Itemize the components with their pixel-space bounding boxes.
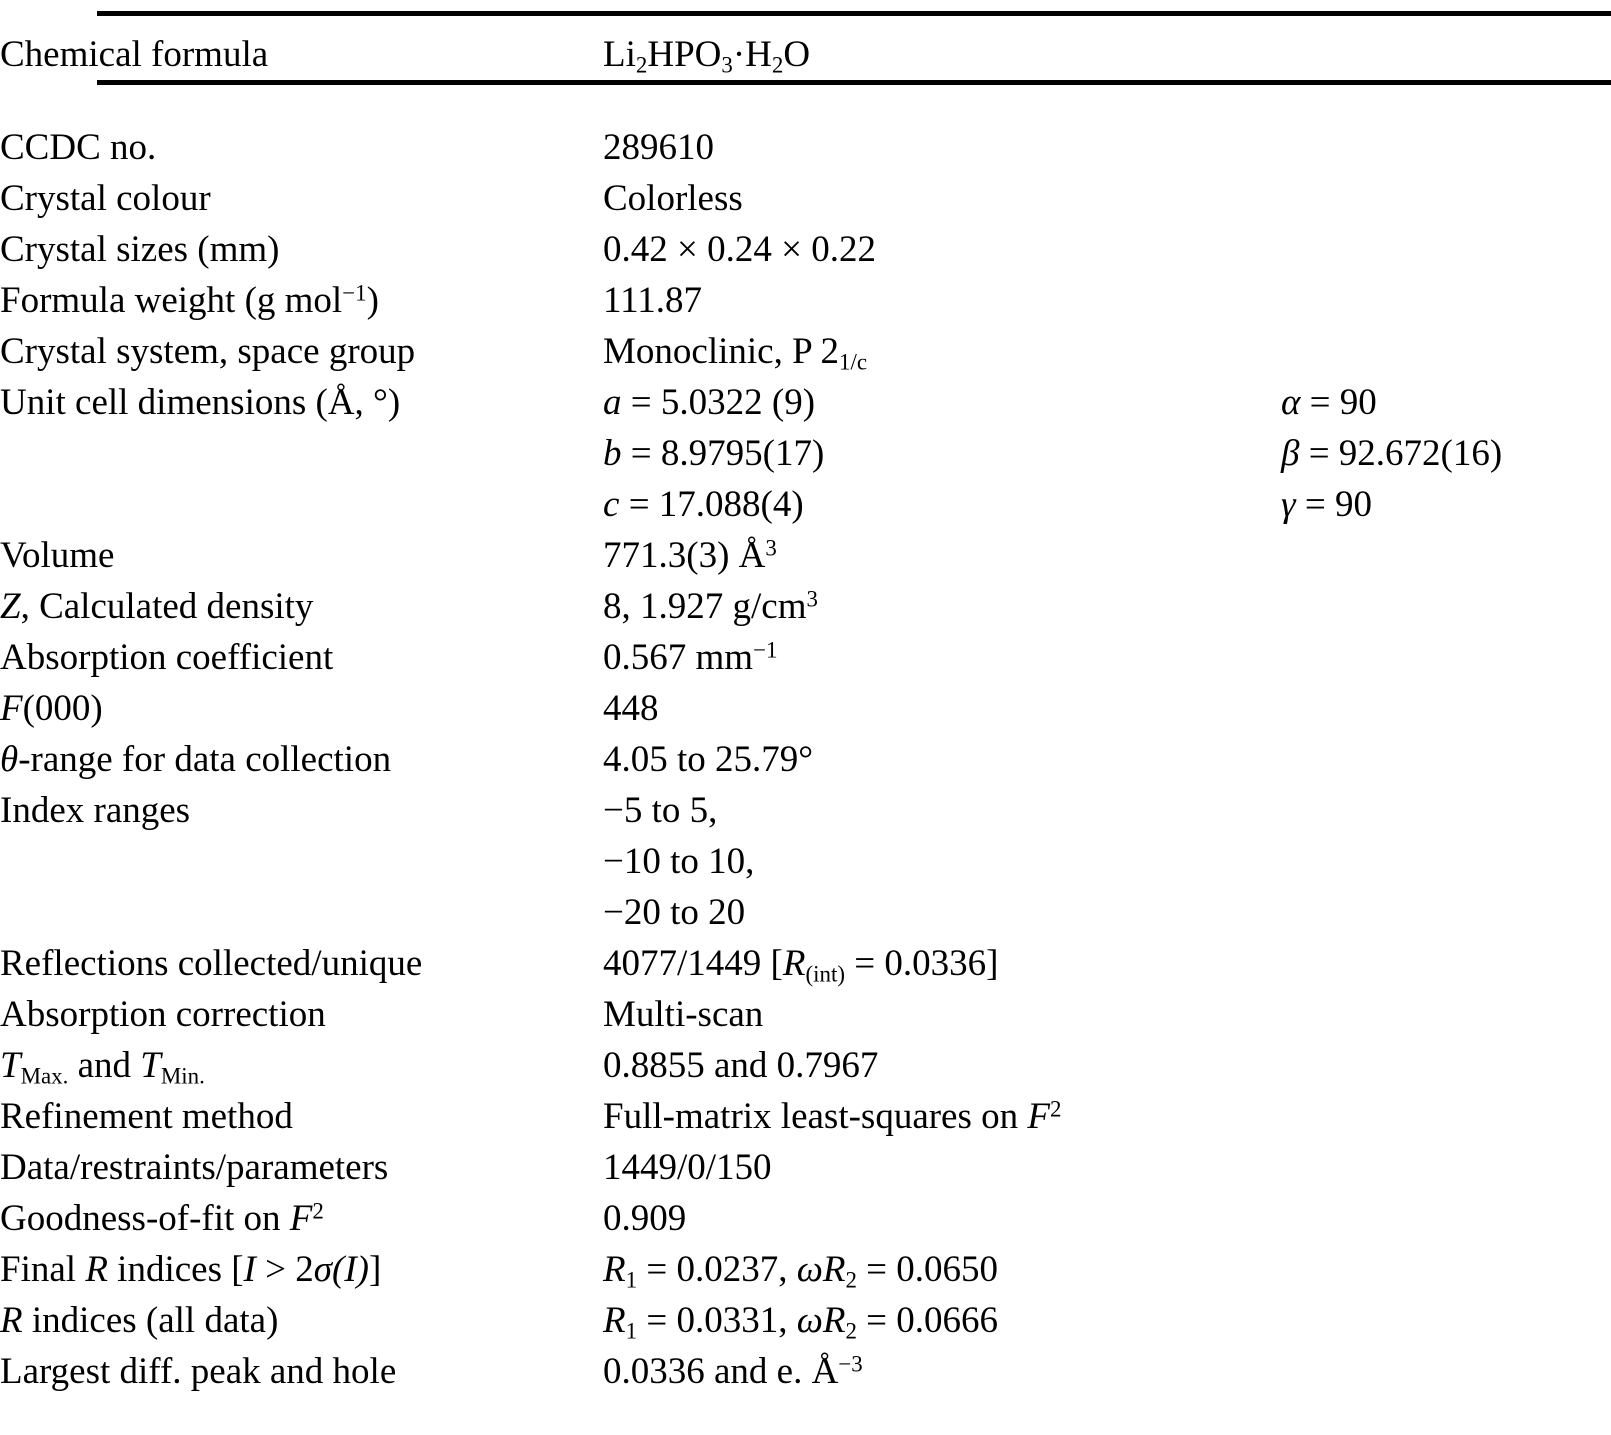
row-label-crystal-system: Crystal system, space group [0, 331, 416, 372]
row-f000 [0, 683, 1611, 734]
row-label-absorption-correction: Absorption correction [0, 994, 326, 1035]
row-extra-largest-diff-peak-hole [1281, 1346, 1611, 1397]
row-value-index-ranges-3: −20 to 20 [603, 892, 746, 933]
row-label-all-data-r-indices [0, 1295, 603, 1346]
row-label-transmission [0, 1040, 603, 1091]
beta-symbol: β [1281, 433, 1300, 474]
gof-label-sup: 2 [312, 1198, 324, 1224]
row-final-r-indices [0, 1244, 1611, 1295]
row-extra-crystal-system [1281, 326, 1611, 377]
cell-a-symbol: a [603, 382, 622, 423]
refine-value-pre: Full-matrix least-squares on [603, 1096, 1028, 1137]
allr-label-r: R [0, 1300, 23, 1341]
row-ccdc [0, 122, 1611, 173]
abs-value-sup: −1 [753, 637, 778, 663]
row-data-restraints-parameters [0, 1142, 1611, 1193]
alpha-symbol: α [1281, 382, 1301, 423]
formula-sub-h2o: 2 [771, 52, 784, 78]
row-extra-alpha [1281, 377, 1611, 428]
row-label-index-ranges: Index ranges [0, 790, 191, 831]
row-value-refinement-method [603, 1091, 1281, 1142]
row-label-refinement-method: Refinement method [0, 1096, 293, 1137]
row-label-unit-cell-blank-b [0, 428, 603, 479]
formula-sub-li: 2 [635, 52, 648, 78]
fw-label-pre: Formula weight (g mol [0, 280, 343, 321]
allr-r1-val: = 0.0331, [637, 1300, 797, 1341]
row-index-ranges-3 [0, 887, 1611, 938]
row-extra-index-ranges-3 [1281, 887, 1611, 938]
finalr-label-end: ] [368, 1249, 382, 1290]
row-value-final-r-indices [603, 1244, 1281, 1295]
row-z-density [0, 581, 1611, 632]
finalr-r1-sub: 1 [625, 1267, 638, 1293]
finalr-r1: R [603, 1249, 626, 1290]
row-value-index-ranges-1: −5 to 5, [603, 790, 718, 831]
finalr-wr2: ωR [796, 1249, 846, 1290]
row-crystal-colour [0, 173, 1611, 224]
cell-c-value: = 17.088(4) [619, 484, 804, 525]
alpha-value: = 90 [1300, 382, 1377, 423]
row-extra-gamma [1281, 479, 1611, 530]
row-extra-theta-range [1281, 734, 1611, 785]
row-value-crystal-sizes: 0.42 × 0.24 × 0.22 [603, 229, 876, 270]
z-label-post: , Calculated density [20, 586, 314, 627]
gap-cell-label [0, 94, 603, 122]
allr-r1: R [603, 1300, 626, 1341]
finalr-r2-sub: 2 [845, 1267, 857, 1293]
f000-label-symbol: F [0, 688, 23, 729]
allr-wr2: ωR [796, 1300, 846, 1341]
row-label-absorption-coefficient: Absorption coefficient [0, 637, 334, 678]
row-crystal-sizes [0, 224, 1611, 275]
row-label-formula-weight [0, 275, 603, 326]
row-extra-final-r-indices [1281, 1244, 1611, 1295]
z-label-symbol: Z [0, 586, 21, 627]
row-label-z-density [0, 581, 603, 632]
row-label-unit-cell: Unit cell dimensions (Å, °) [0, 382, 401, 423]
row-index-ranges-1 [0, 785, 1611, 836]
row-label-index-ranges-blank-2 [0, 836, 603, 887]
row-index-ranges-2 [0, 836, 1611, 887]
row-label-f000 [0, 683, 603, 734]
refine-value-f: F [1027, 1096, 1050, 1137]
row-absorption-coefficient [0, 632, 1611, 683]
row-value-largest-diff-peak-hole [603, 1346, 1281, 1397]
row-value-unit-cell-b [603, 428, 1281, 479]
row-unit-cell-b [0, 428, 1611, 479]
header-extra [1281, 0, 1611, 94]
row-value-f000: 448 [603, 688, 659, 729]
row-extra-absorption-coefficient [1281, 632, 1611, 683]
row-formula-weight [0, 275, 1611, 326]
cell-b-value: = 8.9795(17) [621, 433, 825, 474]
row-extra-ccdc [1281, 122, 1611, 173]
row-value-theta-range: 4.05 to 25.79° [603, 739, 814, 780]
row-crystal-system [0, 326, 1611, 377]
allr-r2-val: = 0.0666 [856, 1300, 999, 1341]
finalr-label-pre: Final [0, 1249, 86, 1290]
beta-value: = 92.672(16) [1299, 433, 1503, 474]
f000-label-post: (000) [22, 688, 103, 729]
t-max-symbol: T [0, 1045, 21, 1086]
row-label-data-restraints-parameters: Data/restraints/parameters [0, 1147, 389, 1188]
row-extra-transmission [1281, 1040, 1611, 1091]
refl-value-sub: (int) [805, 961, 845, 987]
t-min-sub: Min. [160, 1063, 205, 1089]
header-gap-row [0, 94, 1611, 122]
row-extra-formula-weight [1281, 275, 1611, 326]
gof-label-f: F [289, 1198, 313, 1239]
gamma-value: = 90 [1295, 484, 1372, 525]
row-label-theta-range [0, 734, 603, 785]
finalr-label-mid: indices [ [107, 1249, 244, 1290]
t-min-symbol: T [140, 1045, 161, 1086]
header-value-chemical-formula: $Li_2HPO_3\cdot H_2O$ [603, 34, 811, 78]
row-label-final-r-indices [0, 1244, 603, 1295]
row-label-volume: Volume [0, 535, 115, 576]
t-label-mid: and [68, 1045, 141, 1086]
row-extra-goodness-of-fit [1281, 1193, 1611, 1244]
finalr-label-i: I [243, 1249, 256, 1290]
volume-value-sup: 3 [765, 535, 777, 561]
row-transmission [0, 1040, 1611, 1091]
row-volume [0, 530, 1611, 581]
row-label-crystal-colour: Crystal colour [0, 178, 211, 219]
system-value-sub: 1/c [839, 349, 868, 375]
row-value-all-data-r-indices [603, 1295, 1281, 1346]
row-label-unit-cell-blank-c [0, 479, 603, 530]
row-extra-volume [1281, 530, 1611, 581]
row-value-absorption-correction: Multi-scan [603, 994, 764, 1035]
row-all-data-r-indices [0, 1295, 1611, 1346]
z-value-pre: 8, 1.927 g/cm [603, 586, 807, 627]
row-extra-index-ranges-1 [1281, 785, 1611, 836]
row-unit-cell-c [0, 479, 1611, 530]
allr-r2-sub: 2 [845, 1318, 857, 1344]
row-value-reflections [603, 938, 1281, 989]
gamma-symbol: γ [1281, 484, 1296, 525]
gap-cell-extra [1281, 94, 1611, 122]
row-label-goodness-of-fit [0, 1193, 603, 1244]
theta-label-post: -range for data collection [18, 739, 392, 780]
row-label-largest-diff-peak-hole: Largest diff. peak and hole [0, 1351, 397, 1392]
finalr-label-r: R [85, 1249, 108, 1290]
row-value-index-ranges-2: −10 to 10, [603, 841, 755, 882]
row-label-index-ranges-blank-3 [0, 887, 603, 938]
row-value-unit-cell-a [603, 377, 1281, 428]
finalr-label-i2: (I) [332, 1249, 369, 1290]
row-label-crystal-sizes: Crystal sizes (mm) [0, 229, 280, 270]
peak-value-sup: −3 [838, 1351, 863, 1377]
row-goodness-of-fit [0, 1193, 1611, 1244]
row-value-ccdc: 289610 [603, 127, 714, 168]
gof-label-pre: Goodness-of-fit on [0, 1198, 290, 1239]
row-absorption-correction [0, 989, 1611, 1040]
row-extra-crystal-sizes [1281, 224, 1611, 275]
row-value-volume [603, 530, 1281, 581]
row-value-goodness-of-fit: 0.909 [603, 1198, 687, 1239]
row-extra-data-restraints-parameters [1281, 1142, 1611, 1193]
sigma-symbol: σ [313, 1249, 332, 1290]
row-unit-cell-a [0, 377, 1611, 428]
row-label-reflections: Reflections collected/unique [0, 943, 423, 984]
z-value-sup: 3 [806, 586, 818, 612]
row-extra-crystal-colour [1281, 173, 1611, 224]
row-extra-reflections [1281, 938, 1611, 989]
fw-label-sup: −1 [342, 280, 367, 306]
row-extra-f000 [1281, 683, 1611, 734]
abs-value-pre: 0.567 mm [603, 637, 754, 678]
row-value-unit-cell-c [603, 479, 1281, 530]
row-value-crystal-colour: Colorless [603, 178, 743, 219]
refine-value-sup: 2 [1050, 1096, 1062, 1122]
table-header-row [0, 0, 1611, 94]
refl-value-r: R [782, 943, 806, 984]
finalr-r1-val: = 0.0237, [637, 1249, 797, 1290]
row-value-absorption-coefficient [603, 632, 1281, 683]
system-value-pre: Monoclinic, P 2 [603, 331, 840, 372]
row-value-transmission: 0.8855 and 0.7967 [603, 1045, 879, 1086]
row-value-data-restraints-parameters: 1449/0/150 [603, 1147, 772, 1188]
finalr-label-gt: > 2 [255, 1249, 314, 1290]
row-refinement-method [0, 1091, 1611, 1142]
cell-a-value: = 5.0322 (9) [621, 382, 816, 423]
cell-c-symbol: c [603, 484, 620, 525]
volume-value-pre: 771.3(3) Å [603, 535, 766, 576]
allr-r1-sub: 1 [625, 1318, 638, 1344]
header-label: Chemical formula [0, 34, 269, 75]
gap-cell-value [603, 94, 1281, 122]
row-largest-diff-peak-hole [0, 1346, 1611, 1397]
row-extra-absorption-correction [1281, 989, 1611, 1040]
cell-b-symbol: b [603, 433, 622, 474]
t-max-sub: Max. [20, 1063, 69, 1089]
refl-value-pre: 4077/1449 [ [603, 943, 783, 984]
allr-label-post: indices (all data) [22, 1300, 279, 1341]
row-theta-range [0, 734, 1611, 785]
peak-value-pre: 0.0336 and e. Å [603, 1351, 839, 1392]
row-extra-z-density [1281, 581, 1611, 632]
fw-label-post: ) [366, 280, 379, 321]
row-extra-beta [1281, 428, 1611, 479]
row-extra-refinement-method [1281, 1091, 1611, 1142]
row-value-formula-weight: 111.87 [603, 280, 703, 321]
row-value-z-density [603, 581, 1281, 632]
row-value-crystal-system [603, 326, 1281, 377]
formula-sub-o: 3 [721, 52, 733, 78]
refl-value-post: = 0.0336] [844, 943, 999, 984]
finalr-r2-val: = 0.0650 [856, 1249, 999, 1290]
row-label-ccdc: CCDC no. [0, 127, 157, 168]
row-extra-all-data-r-indices [1281, 1295, 1611, 1346]
theta-symbol: θ [0, 739, 19, 780]
row-extra-index-ranges-2 [1281, 836, 1611, 887]
row-reflections [0, 938, 1611, 989]
